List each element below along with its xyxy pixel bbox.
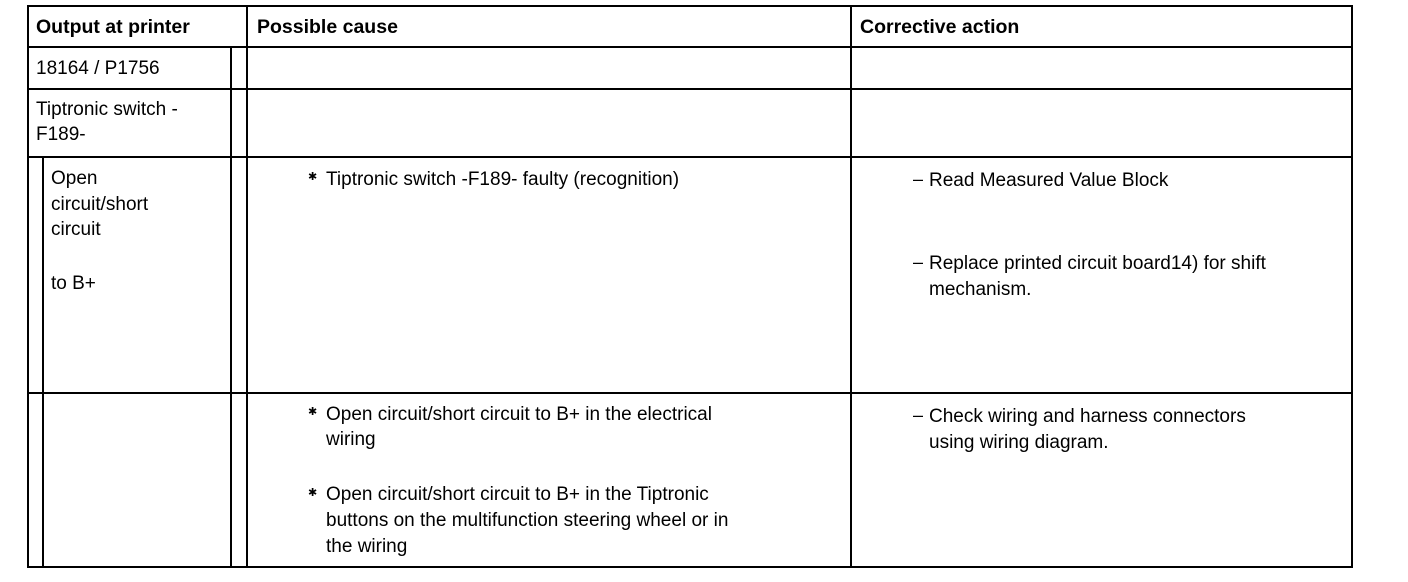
dash-icon: – [913, 405, 924, 425]
rule-code-bottom [27, 88, 1353, 90]
fault-code: 18164 / P1756 [36, 58, 160, 79]
rule-header-bottom [27, 46, 1353, 48]
cause-buttons-line1: Open circuit/short circuit to B+ in the Tiptronic [326, 484, 709, 505]
condition-line4: to B+ [51, 273, 96, 294]
rule-left [27, 5, 29, 568]
rule-bottom [27, 566, 1353, 568]
bullet-icon: ✱ [308, 487, 318, 499]
cause-buttons-line3: the wiring [326, 536, 408, 557]
cause-buttons-line2: buttons on the multifunction steering wheel or in [326, 510, 729, 531]
header-output-at-printer: Output at printer [36, 16, 190, 38]
action-replace-pcb-line2: mechanism. [929, 279, 1032, 300]
rule-top [27, 5, 1353, 7]
component-label-line1: Tiptronic switch - [36, 99, 178, 120]
dash-icon: – [913, 169, 924, 189]
dash-icon: – [913, 252, 924, 272]
rule-col2 [246, 5, 248, 568]
cause-wiring-line1: Open circuit/short circuit to B+ in the electrical [326, 404, 712, 425]
bullet-icon: ✱ [308, 171, 318, 183]
rule-indent [42, 156, 44, 568]
action-replace-pcb-line1: Replace printed circuit board14) for shift [929, 253, 1266, 274]
condition-line2: circuit/short [51, 194, 149, 215]
cause-wiring-line2: wiring [326, 429, 376, 450]
header-corrective-action: Corrective action [860, 16, 1020, 38]
rule-component-bottom [27, 156, 1353, 158]
condition-line1: Open [51, 168, 98, 189]
rule-sub-col [230, 46, 232, 568]
action-check-wiring-line2: using wiring diagram. [929, 432, 1109, 453]
cause-switch-faulty: Tiptronic switch -F189- faulty (recognition) [326, 169, 680, 190]
header-possible-cause: Possible cause [257, 16, 398, 38]
rule-right [1351, 5, 1353, 568]
rule-fault-bottom [27, 392, 1353, 394]
condition-line3: circuit [51, 219, 101, 240]
action-read-measured-value-block: Read Measured Value Block [929, 170, 1169, 191]
bullet-icon: ✱ [308, 406, 318, 418]
action-check-wiring-line1: Check wiring and harness connectors [929, 406, 1246, 427]
component-label-line2: F189- [36, 124, 86, 145]
rule-col3 [850, 5, 852, 568]
